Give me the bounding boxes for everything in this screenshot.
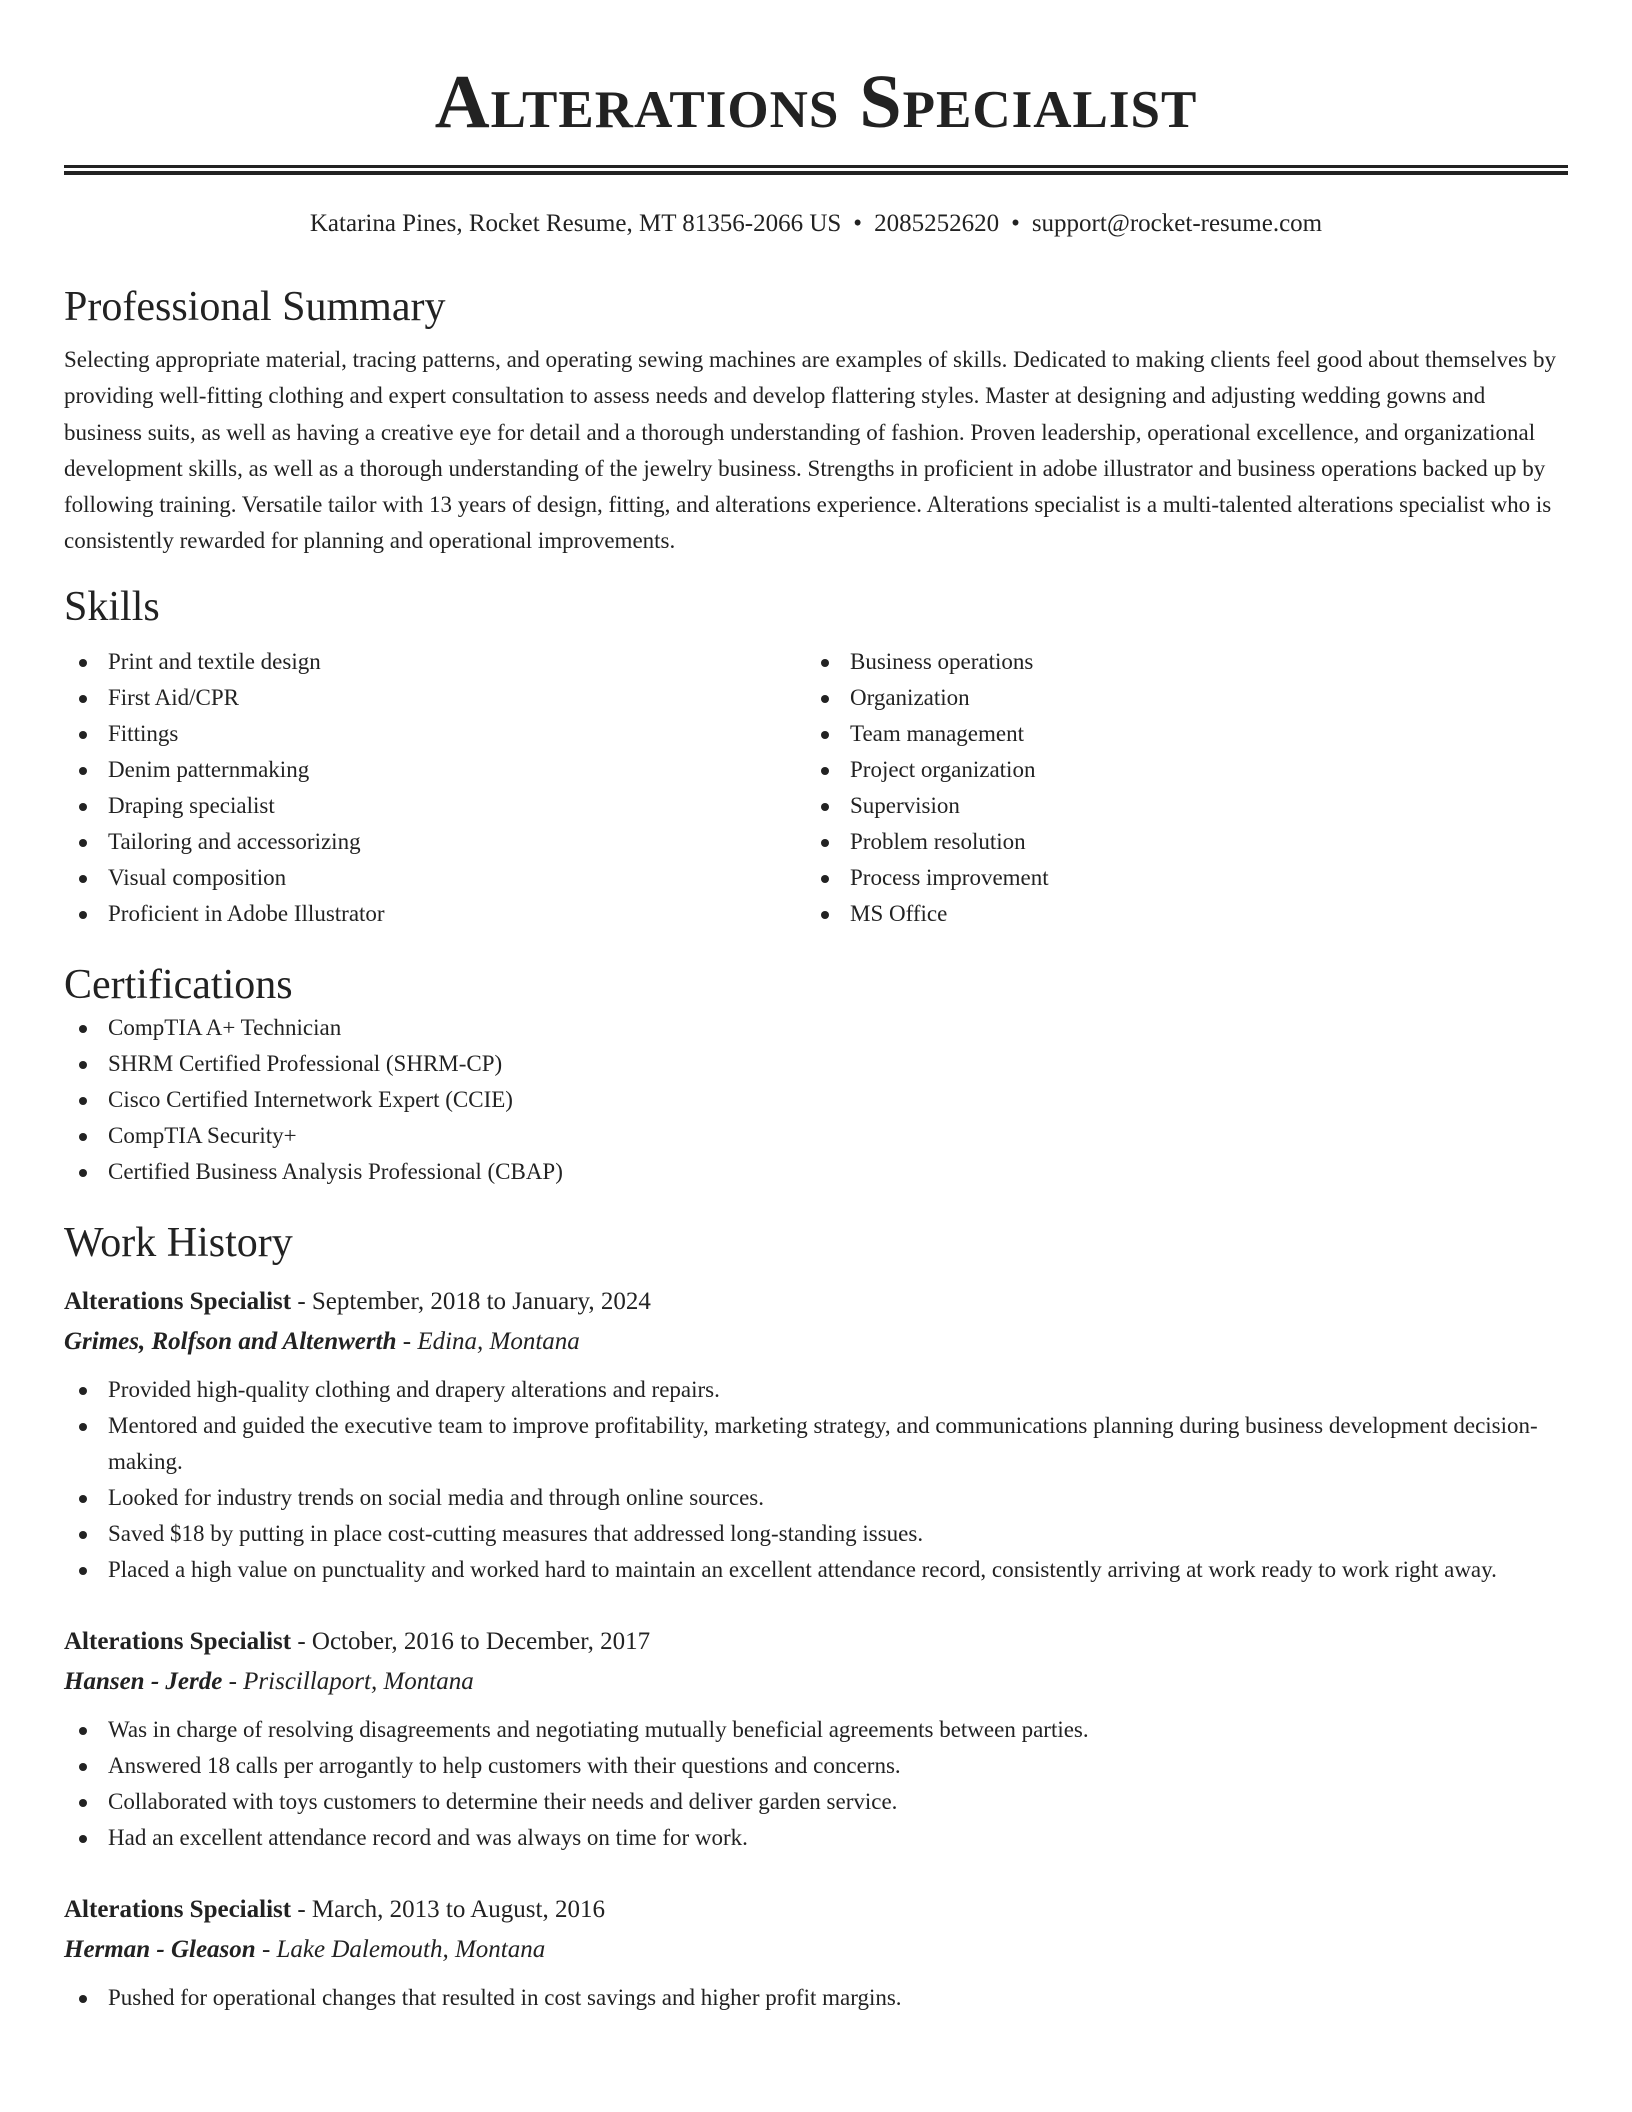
certification-item: SHRM Certified Professional (SHRM-CP): [64, 1046, 1568, 1082]
skill-item: Denim patternmaking: [64, 752, 806, 788]
resume-page: [64, 0, 1568, 2016]
skill-item: Problem resolution: [806, 824, 1548, 860]
job-title: Alterations Specialist: [64, 1627, 292, 1655]
skill-item: Visual composition: [64, 860, 806, 896]
job-bullet: Answered 18 calls per arrogantly to help customers with their questions and concerns.: [64, 1748, 1568, 1784]
skill-item: Draping specialist: [64, 788, 806, 824]
summary-heading: Professional Summary: [64, 284, 446, 330]
skill-item: Organization: [806, 680, 1548, 716]
certification-item: CompTIA Security+: [64, 1118, 1568, 1154]
job-bullet: Looked for industry trends on social media and through online sources.: [64, 1480, 1568, 1516]
contact-address: Katarina Pines, Rocket Resume, MT 81356-2066 US: [309, 210, 842, 237]
skills-columns: [64, 644, 1568, 932]
skill-item: Print and textile design: [64, 644, 806, 680]
certification-item: CompTIA A+ Technician: [64, 1010, 1568, 1046]
skill-item: Tailoring and accessorizing: [64, 824, 806, 860]
job-location: Priscillaport, Montana: [243, 1667, 474, 1695]
job-company-line: Herman - Gleason - Lake Dalemouth, Montana: [64, 1935, 546, 1963]
skill-item: Project organization: [806, 752, 1548, 788]
job-company: Grimes, Rolfson and Altenwerth: [64, 1327, 397, 1355]
job-title-line: Alterations Specialist - October, 2016 to December, 2017: [64, 1627, 651, 1655]
resume-title: Alterations Specialist: [434, 60, 1198, 144]
contact-phone: 2085252620: [874, 210, 1000, 237]
job-company: Herman - Gleason: [64, 1935, 256, 1963]
skill-item: Supervision: [806, 788, 1548, 824]
job-bullet: Pushed for operational changes that resulted in cost savings and higher profit margins.: [64, 1980, 1568, 2016]
job-company: Hansen - Jerde: [64, 1667, 223, 1695]
contact-separator: •: [853, 210, 863, 237]
header-divider: [64, 165, 1568, 175]
contact-line: [64, 209, 1568, 239]
summary-text: Selecting appropriate material, tracing patterns, and operating sewing machines are examples of skills. Dedicated to making clients feel good about themselves by providing well-fitting clothing and expert consultation to assess needs and develop flattering styles. Master at designing and adjusting wedding gowns and business suits, as well as having a creative eye for detail and a thorough understanding of fashion. Proven leadership, operational excellence, and organizational development skills, as well as a thorough understanding of the jewelry business. Strengths in proficient in adobe illustrator and business operations backed up by following training. Versatile tailor with 13 years of design, fitting, and alterations experience. Alterations specialist is a multi-talented alterations specialist who is consistently rewarded for planning and operational improvements.: [64, 347, 1556, 554]
job-location: Edina, Montana: [417, 1327, 580, 1355]
skill-item: Business operations: [806, 644, 1548, 680]
job-dates: September, 2018 to January, 2024: [311, 1287, 651, 1315]
job-company-line: Grimes, Rolfson and Altenwerth - Edina, Montana: [64, 1327, 580, 1355]
skill-item: Team management: [806, 716, 1548, 752]
skill-item: Fittings: [64, 716, 806, 752]
job-bullet: Collaborated with toys customers to determine their needs and deliver garden service.: [64, 1784, 1568, 1820]
skill-item: First Aid/CPR: [64, 680, 806, 716]
job-bullet: Had an excellent attendance record and was always on time for work.: [64, 1820, 1568, 1856]
certifications-heading: Certifications: [64, 961, 293, 1008]
job-entry: [64, 1622, 1568, 1856]
job-bullets: [64, 1712, 1568, 1856]
job-title: Alterations Specialist: [64, 1895, 292, 1923]
job-location: Lake Dalemouth, Montana: [276, 1935, 546, 1963]
skills-heading: Skills: [64, 583, 160, 630]
skill-item: Process improvement: [806, 860, 1548, 896]
job-bullets: [64, 1372, 1568, 1588]
skills-list-right: [806, 644, 1548, 932]
job-bullet: Placed a high value on punctuality and worked hard to maintain an excellent attendance record, consistently arriving at work ready to work right away.: [64, 1552, 1568, 1588]
job-title-line: Alterations Specialist - March, 2013 to August, 2016: [64, 1895, 605, 1923]
work-history-heading: Work History: [64, 1219, 293, 1266]
job-bullet: Was in charge of resolving disagreements and negotiating mutually beneficial agreements between parties.: [64, 1712, 1568, 1748]
job-bullet: Mentored and guided the executive team to improve profitability, marketing strategy, and communications planning during business development decision-making.: [64, 1408, 1568, 1480]
job-entry: [64, 1282, 1568, 1588]
job-bullet: Provided high-quality clothing and drapery alterations and repairs.: [64, 1372, 1568, 1408]
contact-separator: •: [1011, 210, 1020, 237]
certification-item: Certified Business Analysis Professional (CBAP): [64, 1154, 1568, 1190]
certifications-list: [64, 1010, 1568, 1190]
job-title: Alterations Specialist: [64, 1287, 292, 1315]
skills-list-left: [64, 644, 806, 932]
job-entry: [64, 1890, 1568, 2016]
job-bullets: [64, 1980, 1568, 2016]
contact-email: support@rocket-resume.com: [1031, 210, 1323, 237]
job-dates: October, 2016 to December, 2017: [311, 1627, 651, 1655]
job-dates: March, 2013 to August, 2016: [311, 1895, 605, 1923]
job-bullet: Saved $18 by putting in place cost-cutting measures that addressed long-standing issues.: [64, 1516, 1568, 1552]
job-title-line: Alterations Specialist - September, 2018 to January, 2024: [64, 1287, 651, 1315]
skill-item: MS Office: [806, 896, 1548, 932]
skill-item: Proficient in Adobe Illustrator: [64, 896, 806, 932]
certification-item: Cisco Certified Internetwork Expert (CCIE): [64, 1082, 1568, 1118]
job-company-line: Hansen - Jerde - Priscillaport, Montana: [64, 1667, 474, 1695]
